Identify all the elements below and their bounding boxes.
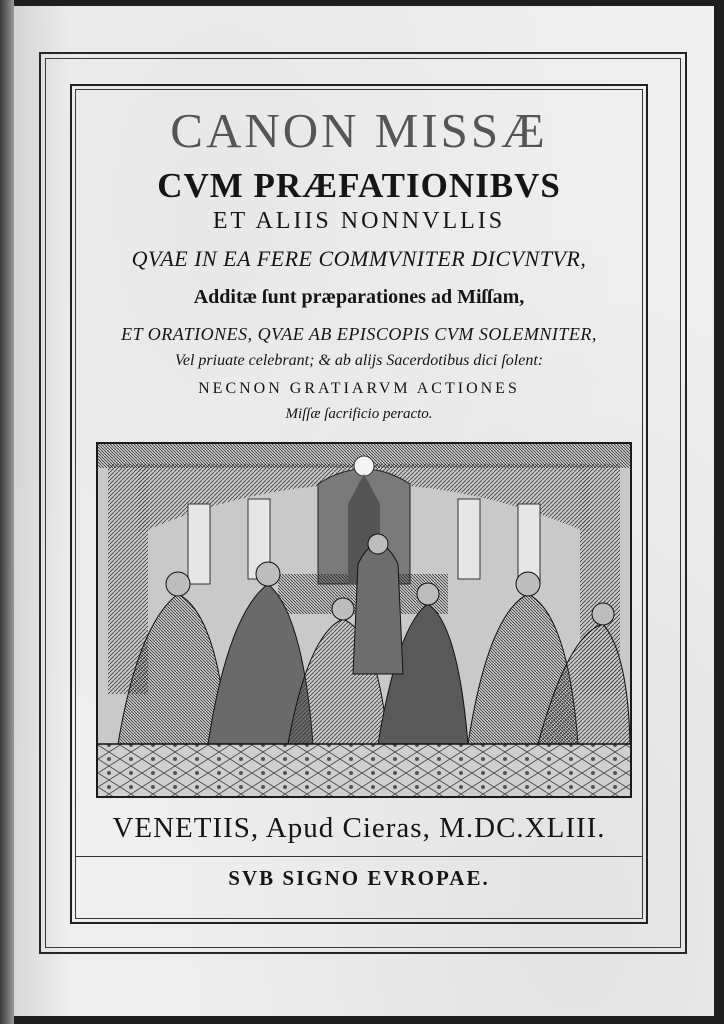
subtitle-sacrificio-peracto: Miſſæ ſacrificio peracto. bbox=[285, 406, 433, 422]
subtitle-aliis-nonnullis: ET ALIIS NONNVLLIS bbox=[212, 208, 506, 234]
book-spine-shadow bbox=[0, 0, 14, 1024]
subtitle-gratiarum-actiones: NECNON GRATIARVM ACTIONES bbox=[198, 380, 520, 397]
title-canon-missae: CANON MISSÆ bbox=[170, 103, 548, 158]
subtitle-communiter-dicuntur: QVAE IN EA FERE COMMVNITER DICVNTVR, bbox=[131, 246, 587, 271]
imprint-divider-rule bbox=[76, 856, 642, 857]
engraving-illustration bbox=[98, 444, 630, 796]
subtitle-praeparationes: Additæ ſunt præparationes ad Miſſam, bbox=[193, 286, 525, 308]
printer-sign-europae: SVB SIGNO EVROPAE. bbox=[228, 866, 490, 890]
subtitle-orationes: ET ORATIONES, QVAE AB EPISCOPIS CVM SOLEMNITER, bbox=[121, 324, 597, 344]
title-page bbox=[14, 6, 714, 1016]
subtitle-praefationibus: CVM PRÆFATIONIBVS bbox=[157, 166, 561, 205]
imprint-venetiis: VENETIIS, Apud Cieras, M.DC.XLIII. bbox=[112, 812, 606, 844]
engraving-mass-scene bbox=[96, 442, 632, 798]
subtitle-priuate-celebrant: Vel priuate celebrant; & ab alijs Sacerdotibus dici ſolent: bbox=[174, 352, 544, 369]
